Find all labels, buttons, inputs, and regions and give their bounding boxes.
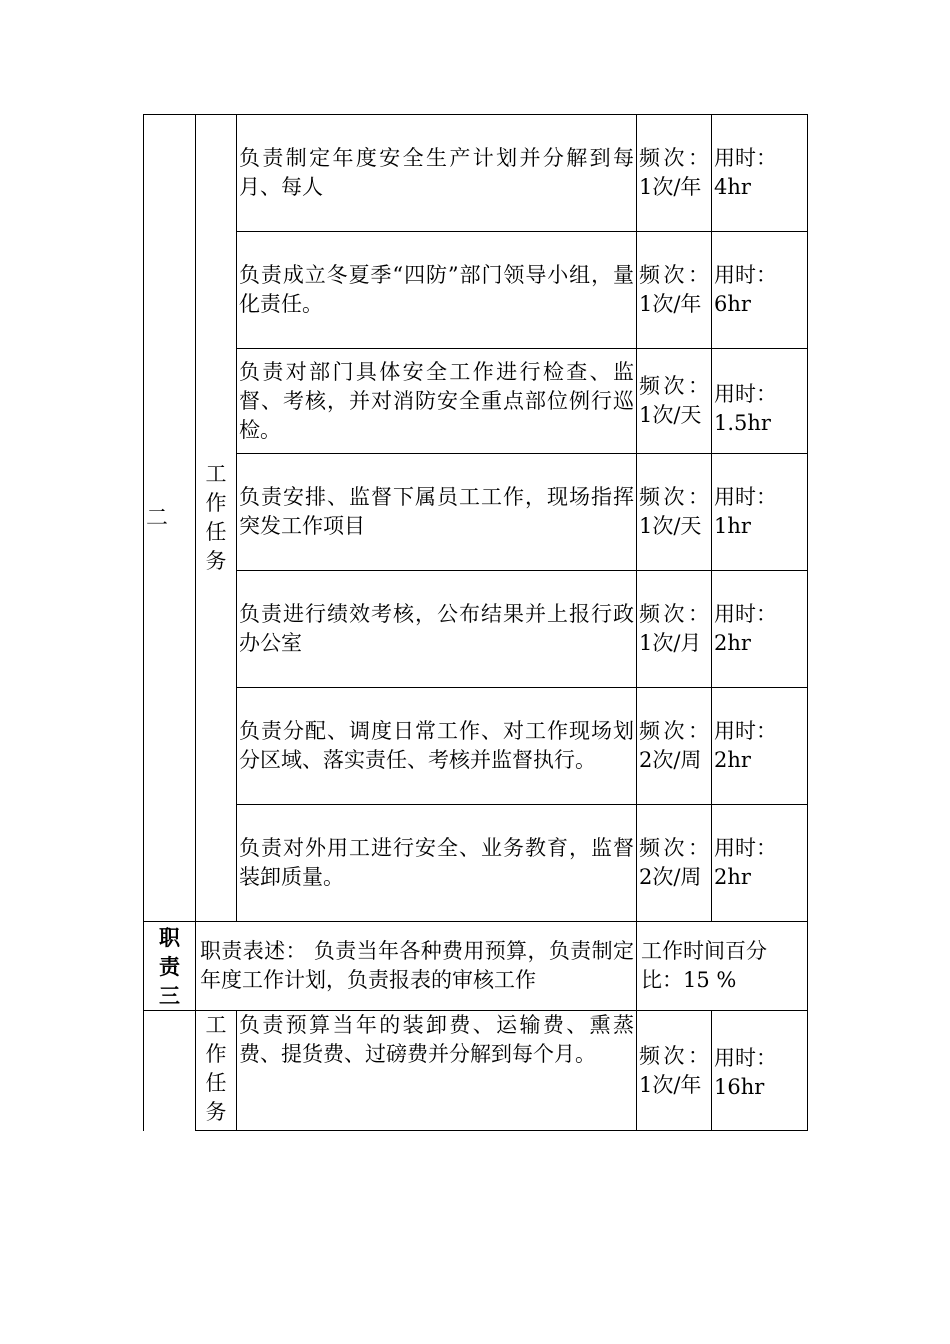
blank-cell <box>144 1011 196 1131</box>
task-text: 负责预算当年的装卸费、运输费、熏蒸费、提货费、过磅费并分解到每个月。 <box>237 1011 637 1131</box>
task-text: 负责对外用工进行安全、业务教育，监督装卸质量。 <box>237 805 637 922</box>
task-duration: 用时：2hr <box>712 805 808 922</box>
task-duration: 用时：6hr <box>712 232 808 349</box>
task-frequency: 频次：1次/天 <box>637 454 712 571</box>
task-duration: 用时：2hr <box>712 571 808 688</box>
task-duration: 用时：1hr <box>712 454 808 571</box>
task-frequency: 频次：1次/年 <box>637 115 712 232</box>
duties-table <box>143 114 808 1131</box>
duty-description: 职责表述： 负责当年各种费用预算，负责制定年度工作计划，负责报表的审核工作 <box>196 922 637 1011</box>
task-text: 负责成立冬夏季“四防”部门领导小组，量化责任。 <box>237 232 637 349</box>
task-text: 负责进行绩效考核，公布结果并上报行政办公室 <box>237 571 637 688</box>
task-duration: 用时：16hr <box>712 1011 808 1131</box>
task-frequency: 频次：2次/周 <box>637 688 712 805</box>
task-duration: 用时：1.5hr <box>712 349 808 454</box>
category-label: 工作任务 <box>196 1011 237 1131</box>
task-text: 负责制定年度安全生产计划并分解到每月、每人 <box>237 115 637 232</box>
task-row <box>144 349 808 454</box>
task-frequency: 频次：1次/年 <box>637 1011 712 1131</box>
task-text: 负责安排、监督下属员工工作，现场指挥突发工作项目 <box>237 454 637 571</box>
task-frequency: 频次：1次/月 <box>637 571 712 688</box>
task-row <box>144 232 808 349</box>
task-row <box>144 115 808 232</box>
task-duration: 用时：4hr <box>712 115 808 232</box>
task-duration: 用时：2hr <box>712 688 808 805</box>
task-frequency: 频次：1次/天 <box>637 349 712 454</box>
task-row <box>144 688 808 805</box>
task-text: 负责对部门具体安全工作进行检查、监督、考核，并对消防安全重点部位例行巡检。 <box>237 349 637 454</box>
task-row <box>144 571 808 688</box>
task-text: 负责分配、调度日常工作、对工作现场划分区域、落实责任、考核并监督执行。 <box>237 688 637 805</box>
task-row <box>144 454 808 571</box>
category-label: 工作任务 <box>196 115 237 922</box>
duty-title: 职责三 <box>144 922 196 1011</box>
task-frequency: 频次：1次/年 <box>637 232 712 349</box>
duty-header-row <box>144 922 808 1011</box>
section-number: 二 <box>144 115 196 922</box>
task-frequency: 频次：2次/周 <box>637 805 712 922</box>
task-row <box>144 805 808 922</box>
task-row <box>144 1011 808 1131</box>
time-percentage: 工作时间百分比：15 % <box>637 922 808 1011</box>
